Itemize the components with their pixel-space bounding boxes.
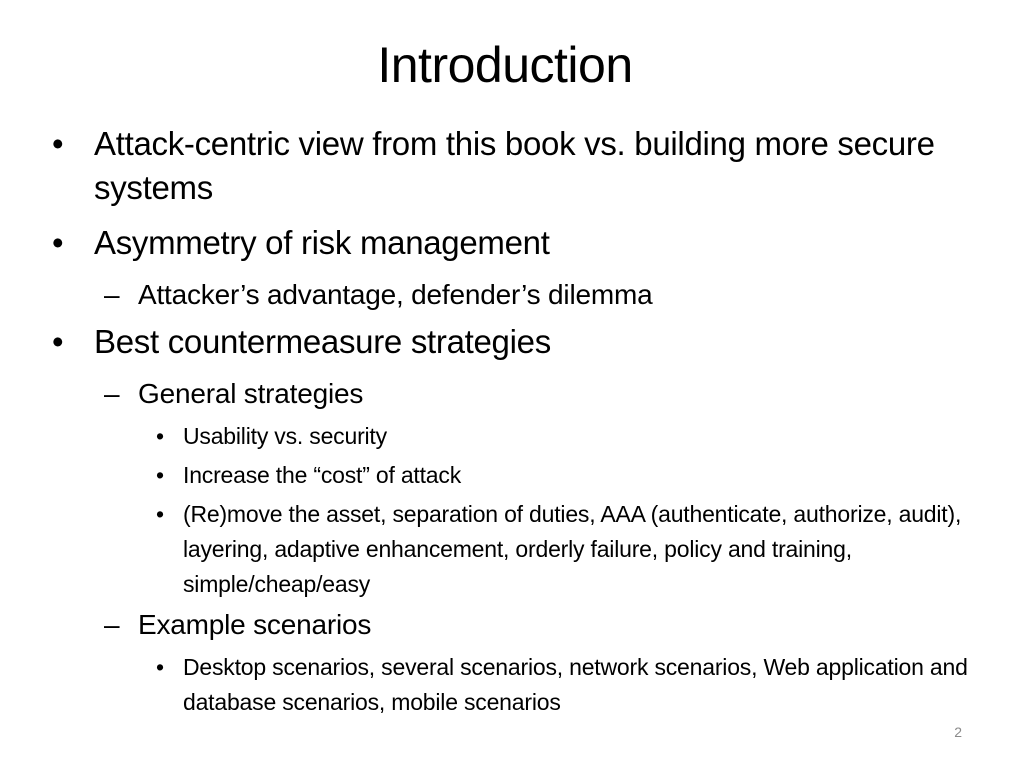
sub-bullet-item [104, 375, 982, 413]
sub-sub-bullet-text: (Re)move the asset, separation of duties, AAA (authenticate, authorize, audit), layering, adaptive enhancement, orderly failure, policy and training, simple/cheap/easy [183, 501, 962, 597]
dash-marker: – [104, 609, 120, 640]
bullet-text: Attack-centric view from this book vs. building more secure systems [94, 125, 935, 206]
sub-sub-bullet-item [156, 458, 982, 493]
bullet-marker: • [52, 224, 64, 261]
page-number: 2 [954, 724, 962, 740]
bullet-marker: • [156, 462, 164, 488]
bullet-text: Asymmetry of risk management [94, 224, 550, 261]
bullet-item [52, 122, 982, 210]
sub-sub-bullet-text: Desktop scenarios, several scenarios, network scenarios, Web application and database scenarios, mobile scenarios [183, 654, 968, 715]
dash-marker: – [104, 279, 120, 310]
bullet-marker: • [156, 501, 164, 527]
bullet-item [52, 221, 982, 265]
bullet-marker: • [156, 423, 164, 449]
slide-title: Introduction [377, 37, 633, 93]
sub-bullet-text: Example scenarios [138, 609, 372, 640]
bullet-text: Best countermeasure strategies [94, 323, 551, 360]
bullet-list [52, 122, 982, 724]
sub-sub-bullet-text: Usability vs. security [183, 423, 387, 449]
bullet-marker: • [156, 654, 164, 680]
sub-sub-bullet-item [156, 497, 982, 602]
sub-sub-bullet-text: Increase the “cost” of attack [183, 462, 461, 488]
sub-bullet-item [104, 606, 982, 644]
sub-sub-bullet-item [156, 650, 982, 720]
sub-bullet-item [104, 276, 982, 314]
dash-marker: – [104, 378, 120, 409]
sub-bullet-text: General strategies [138, 378, 364, 409]
bullet-marker: • [52, 125, 64, 162]
bullet-marker: • [52, 323, 64, 360]
bullet-item [52, 320, 982, 364]
sub-sub-bullet-item [156, 419, 982, 454]
sub-bullet-text: Attacker’s advantage, defender’s dilemma [138, 279, 653, 310]
